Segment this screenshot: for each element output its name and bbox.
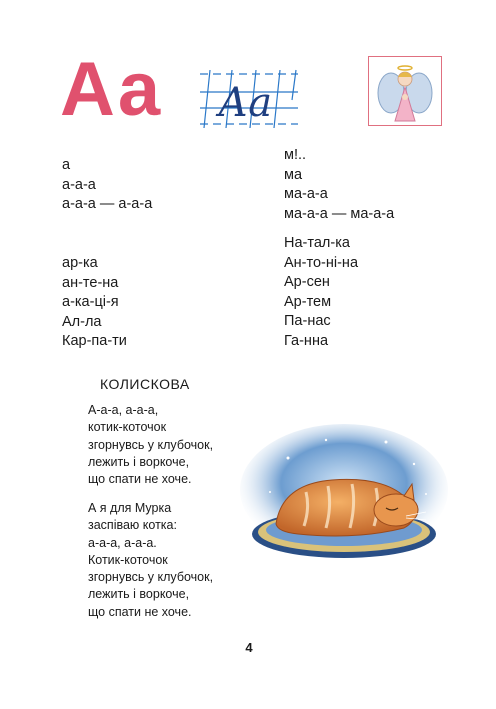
syllable-line: На-тал-ка — [284, 235, 350, 251]
poem-title: КОЛИСКОВА — [100, 376, 190, 392]
syllable-line: Ал-ла — [62, 313, 102, 330]
poem-stanza-1 — [88, 402, 213, 488]
syllable-line: Ан-то-ні-на — [284, 254, 359, 271]
poem-line: заспіваю котка: — [88, 518, 177, 533]
right-syllables-group2 — [284, 234, 358, 351]
syllable-line: а — [62, 157, 71, 173]
script-letters: Аа — [218, 80, 273, 126]
poem-line: що спати не хоче. — [88, 604, 192, 619]
poem-line: лежить і воркоче, — [88, 454, 190, 469]
sleeping-cat-illustration — [236, 422, 448, 572]
poem-line: Котик-коточок — [88, 552, 168, 567]
poem-line: а-а-а, а-а-а. — [88, 535, 157, 550]
angel-illustration — [368, 56, 442, 126]
syllable-line: ма-а-а — [284, 186, 328, 202]
left-syllables-group1 — [62, 156, 152, 215]
poem-stanza-2 — [88, 500, 213, 621]
syllable-line: Па-нас — [284, 313, 331, 329]
handwriting-lines — [196, 68, 302, 130]
poem-line: згорнувсь у клубочок, — [88, 437, 214, 452]
syllable-line: а-а-а — а-а-а — [62, 196, 153, 212]
syllable-line: ма — [284, 166, 303, 183]
syllable-line: а-а-а — [62, 176, 96, 193]
syllable-line: ар-ка — [62, 255, 98, 271]
syllable-line: Ар-сен — [284, 274, 330, 290]
syllable-line: м!.. — [284, 147, 307, 163]
poem-line: А я для Мурка — [88, 501, 172, 515]
syllable-line: а-ка-ці-я — [62, 294, 119, 310]
syllable-line: Кар-па-ти — [62, 333, 127, 349]
syllable-line: Га-нна — [284, 332, 329, 349]
poem-line: А-а-а, а-а-а, — [88, 403, 159, 417]
poem-line: лежить і воркоче, — [88, 587, 190, 602]
page-number: 4 — [245, 640, 253, 655]
poem-line: котик-коточок — [88, 420, 167, 435]
right-syllables-group1 — [284, 146, 394, 224]
poem-line: що спати не хоче. — [88, 472, 192, 487]
syllable-line: Ар-тем — [284, 293, 332, 310]
syllable-line: ан-те-на — [62, 274, 119, 291]
syllable-line: ма-а-а — ма-а-а — [284, 205, 395, 222]
poem-line: згорнувсь у клубочок, — [88, 570, 214, 585]
big-letter-heading: Аа — [60, 47, 163, 132]
left-syllables-group2 — [62, 254, 127, 352]
